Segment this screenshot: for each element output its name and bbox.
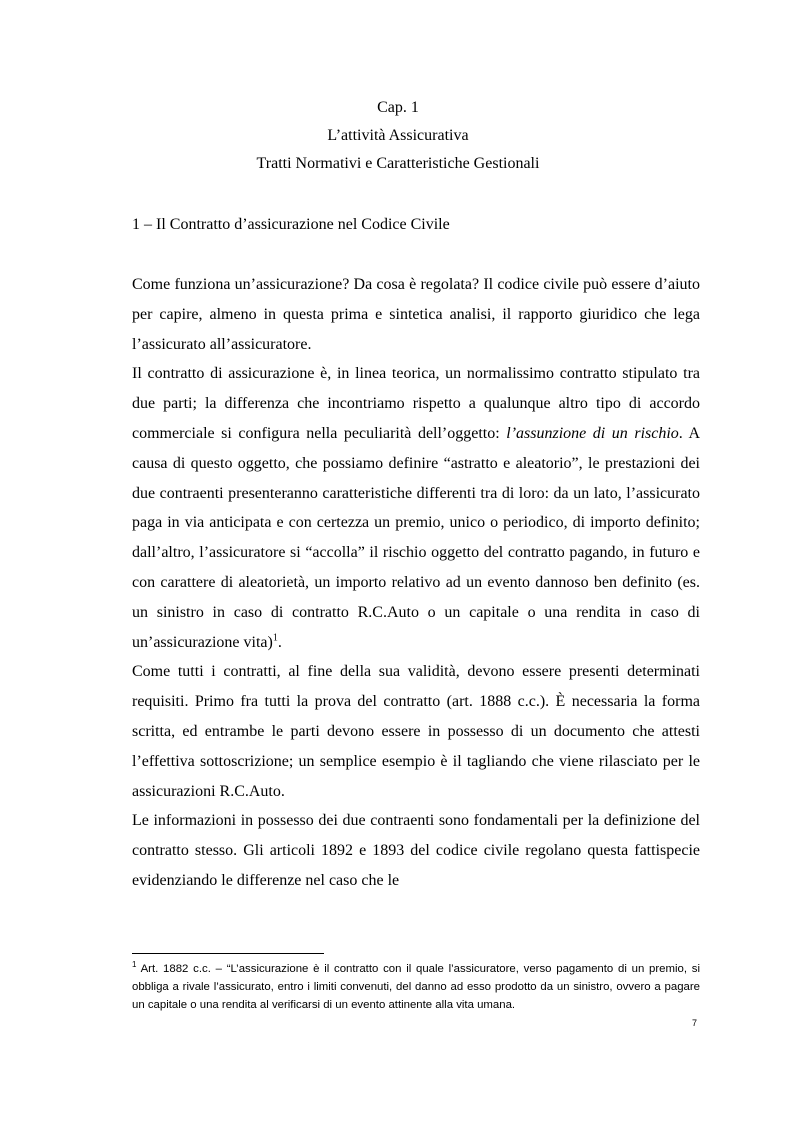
body-text — [132, 270, 700, 896]
footnote-marker: 1 — [132, 960, 137, 970]
footnote-divider — [132, 953, 324, 954]
paragraph-2-text-end: . A causa di questo oggetto, che possiamo definire “astratto e aleatorio”, le prestazioni dei due contraenti presenteranno caratteristiche differenti tra di loro: da un lato, l’assicurato paga in via anticipata e con certezza un premio, unico o periodico, di importo definito; dall’altro, l’assicuratore si “accolla” il rischio oggetto del contratto pagando, in futuro e con carattere di aleatorietà, un importo relativo ad un evento dannoso ben definito (es. un sinistro in caso di contratto R.C.Auto o un capitale o una rendita in caso di un’assicurazione vita) — [132, 424, 700, 651]
paragraph-2-text-start: Il contratto di assicurazione è, in linea teorica, un normalissimo contratto stipulato tra due parti; la differenza che incontriamo rispetto a qualunque altro tipo di accordo commerciale si configura nella peculiarità dell’oggetto: — [132, 365, 700, 442]
paragraph-4: Le informazioni in possesso dei due contraenti sono fondamentali per la definizione del contratto stesso. Gli articoli 1892 e 1893 del codice civile regolano questa fattispecie evidenziando le differenze nel caso che le — [132, 812, 700, 889]
chapter-number: Cap. 1 — [377, 99, 419, 116]
paragraph-3: Come tutti i contratti, al fine della sua validità, devono essere presenti determinati requisiti. Primo fra tutti la prova del contratto (art. 1888 c.c.). È necessaria la forma scritta, ed entrambe le parti devono essere in possesso di un documento che attesti l’effettiva sottoscrizione; un semplice esempio è il tagliando che viene rilasciato per le assicurazioni R.C.Auto. — [132, 663, 700, 800]
paragraph-2-period: . — [277, 633, 282, 651]
chapter-subtitle: Tratti Normativi e Caratteristiche Gestionali — [256, 155, 540, 172]
paragraph-2 — [132, 359, 700, 657]
page-number: 7 — [692, 1018, 698, 1028]
footnote — [132, 960, 700, 1014]
section-title: 1 – Il Contratto d’assicurazione nel Codice Civile — [132, 216, 450, 233]
footnote-text: Art. 1882 c.c. – “L’assicurazione è il contratto con il quale l’assicuratore, verso pagamento di un premio, si obbliga a rivale l’assicurato, entro i limiti convenuti, del danno ad esso prodotto da un sinistro, ovvero a pagare un capitale o una rendita al verificarsi di un evento attinente alla vita umana. — [132, 963, 700, 1011]
paragraph-2-italic-phrase: l’assunzione di un rischio — [506, 424, 679, 442]
chapter-title: L’attività Assicurativa — [327, 127, 469, 144]
chapter-heading — [132, 94, 664, 178]
footnote-reference[interactable]: 1 — [272, 632, 278, 644]
paragraph-1: Come funziona un’assicurazione? Da cosa è regolata? Il codice civile può essere d’aiuto per capire, almeno in questa prima e sintetica analisi, il rapporto giuridico che lega l’assicurato all’assicuratore. — [132, 276, 700, 353]
